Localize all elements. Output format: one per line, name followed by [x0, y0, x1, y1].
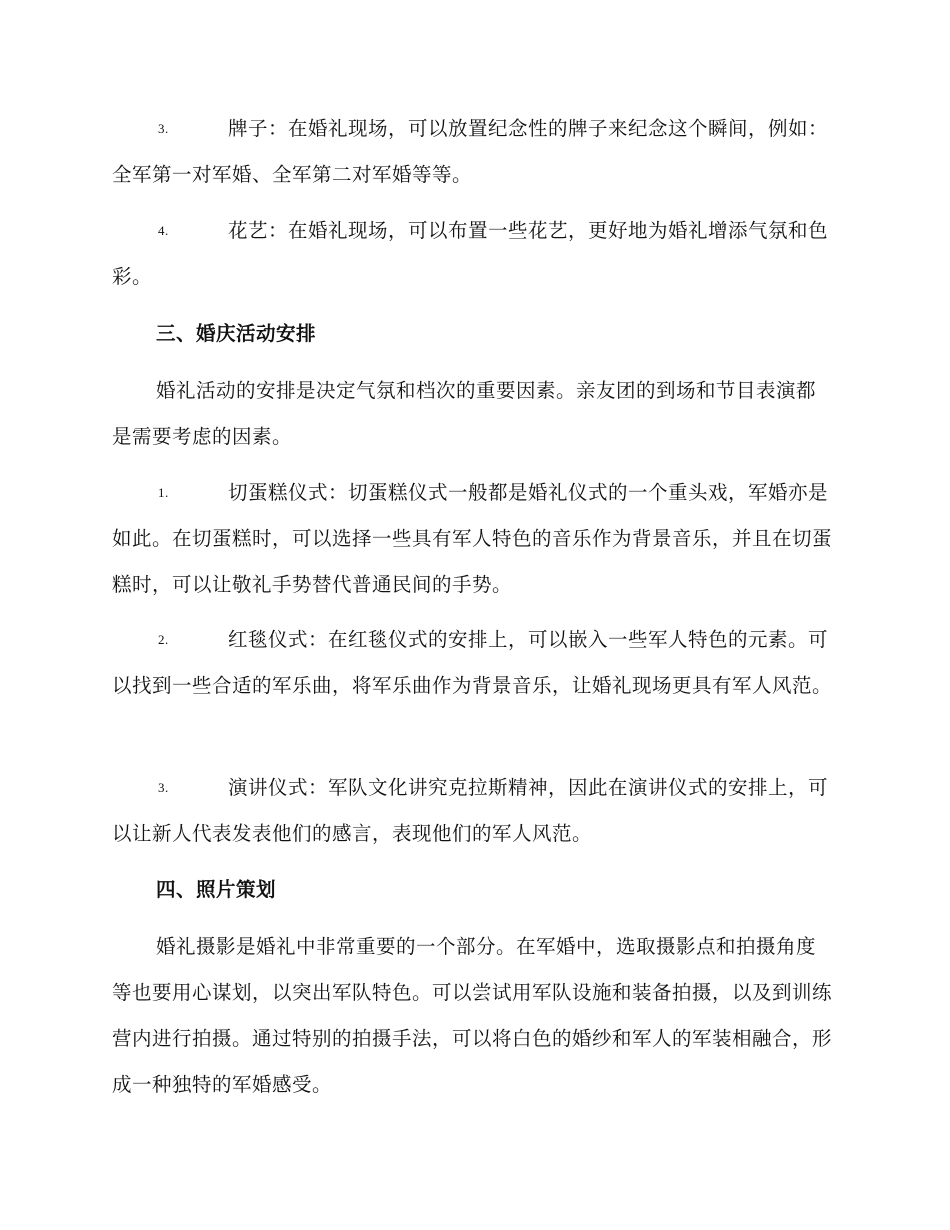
list-item-number: 4.	[158, 223, 169, 238]
list-item-number: 1.	[158, 485, 169, 500]
list-item-text: 红毯仪式：在红毯仪式的安排上，可以嵌入一些军人特色的元素。可以找到一些合适的军乐曲，将军乐曲作为背景音乐，让婚礼现场更具有军人风范。	[112, 628, 833, 697]
list-item-number: 2.	[158, 632, 169, 647]
section-heading: 三、婚庆活动安排	[156, 322, 317, 345]
section-heading: 四、照片策划	[156, 878, 277, 901]
list-item-text: 切蛋糕仪式：切蛋糕仪式一般都是婚礼仪式的一个重头戏，军婚亦是如此。在切蛋糕时，可以选择一些具有军人特色的音乐作为背景音乐，并且在切蛋糕时，可以让敬礼手势替代普通民间的手势。	[112, 481, 833, 596]
list-item	[112, 765, 834, 857]
list-item-number: 3.	[158, 121, 169, 136]
list-item	[112, 208, 834, 300]
list-item	[112, 106, 834, 198]
list-item	[112, 470, 834, 608]
paragraph: 婚礼活动的安排是决定气氛和档次的重要因素。亲友团的到场和节目表演都是需要考虑的因素。	[112, 379, 817, 448]
list-item-text: 牌子：在婚礼现场，可以放置纪念性的牌子来纪念这个瞬间，例如：全军第一对军婚、全军第二对军婚等等。	[112, 117, 829, 186]
list-item-text: 花艺：在婚礼现场，可以布置一些花艺，更好地为婚礼增添气氛和色彩。	[112, 219, 829, 288]
list-item-text: 演讲仪式：军队文化讲究克拉斯精神，因此在演讲仪式的安排上，可以让新人代表发表他们的感言，表现他们的军人风范。	[112, 776, 829, 845]
list-item-number: 3.	[158, 780, 169, 795]
paragraph: 婚礼摄影是婚礼中非常重要的一个部分。在军婚中，选取摄影点和拍摄角度等也要用心谋划，以突出军队特色。可以尝试用军队设施和装备拍摄，以及到训练营内进行拍摄。通过特别的拍摄手法，可以将白色的婚纱和军人的军装相融合，形成一种独特的军婚感受。	[112, 935, 833, 1096]
list-item	[112, 617, 834, 709]
